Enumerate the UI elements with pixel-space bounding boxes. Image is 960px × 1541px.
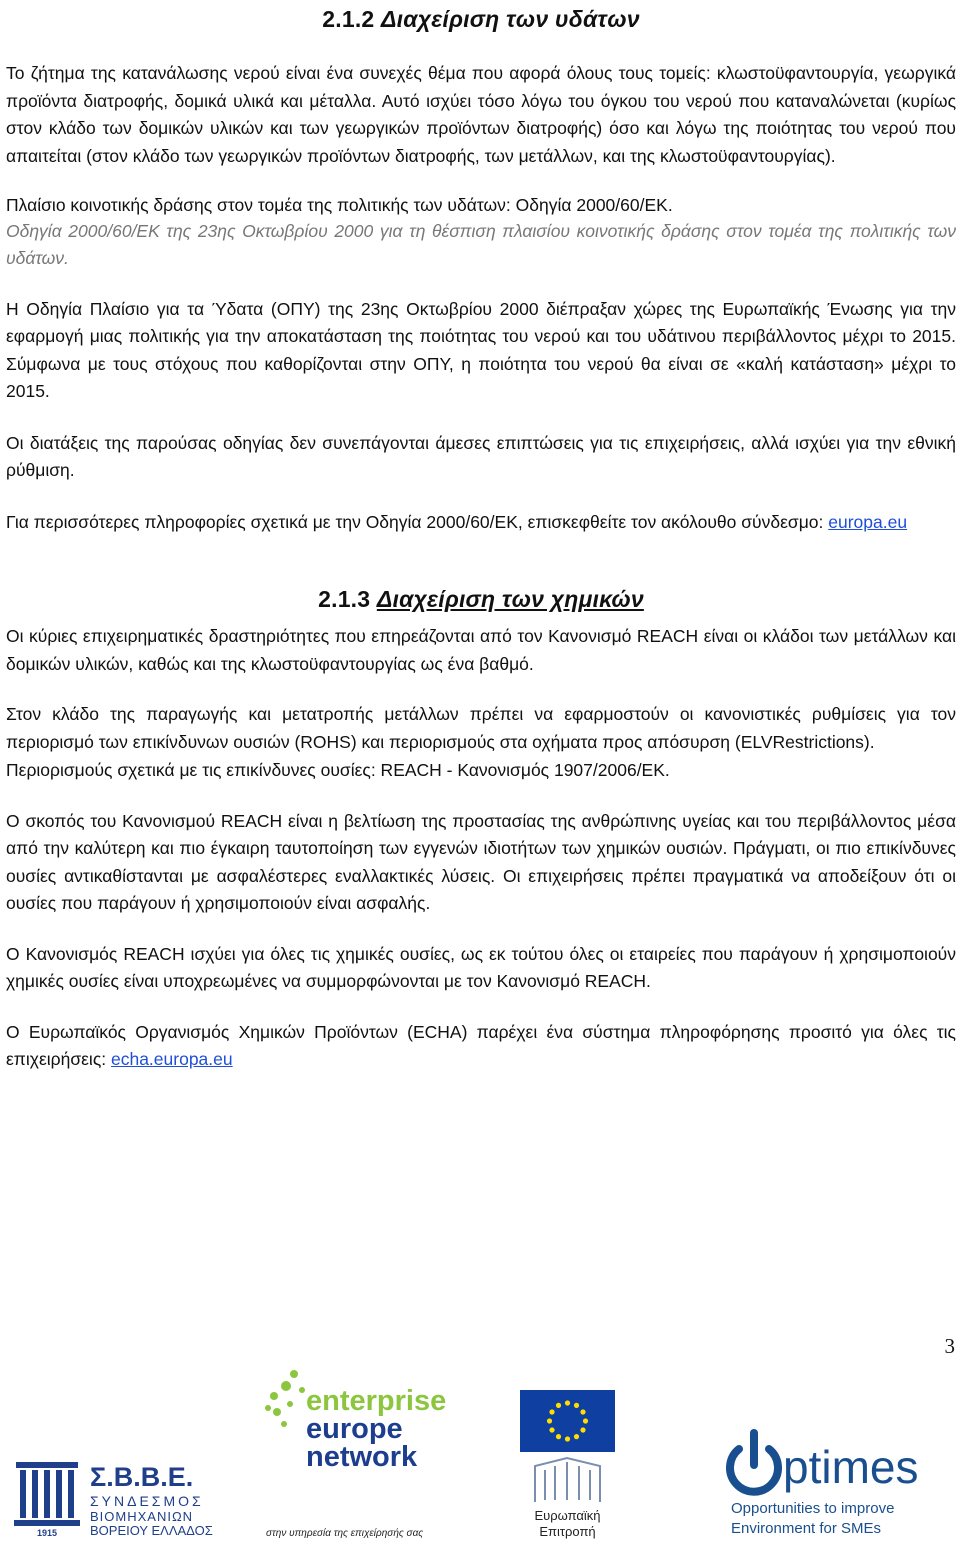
water-paragraph-4-text: Για περισσότερες πληροφορίες σχετικά με την Οδηγία 2000/60/ΕΚ, επισκεφθείτε τον ακόλουθο σύνδεσμο: [6, 511, 829, 532]
page-number: 3 [944, 1334, 955, 1358]
eu-building-icon [535, 1458, 600, 1502]
section-title: Διαχείριση των χημικών [376, 586, 644, 612]
section-heading-chemicals [6, 586, 956, 613]
een-logo [262, 1364, 467, 1539]
optimes-line2: Environment for SMEs [731, 1520, 882, 1537]
europa-link[interactable]: europa.eu [828, 511, 908, 532]
chem-paragraph-2: Στον κλάδο της παραγωγής και μετατροπής μετάλλων πρέπει να εφαρμοστούν οι κανονιστικές ρυθμίσεις για τον περιορισμό των επικίνδυνων ουσιών (ROHS) και περιορισμούς στα οχήματα προς απόσυρση (ELVRestrictions). [6, 704, 956, 752]
chem-paragraph-1: Οι κύριες επιχειρηματικές δραστηριότητες που επηρεάζονται από τον Κανονισμό REACH είναι οι κλάδοι των μετάλλων και δομικών υλικών, καθώς και της κλωστοϋφαντουργίας ως ένα βαθμό. [6, 626, 956, 674]
water-paragraph-2: Η Οδηγία Πλαίσιο για τα Ύδατα (ΟΠΥ) της 23ης Οκτωβρίου 2000 διέπραξαν χώρες της Ευρωπαϊκής Ένωσης για την εφαρμογή μιας πολιτικής για την αποκατάσταση της ποιότητας του νερού και του υδάτινου περιβάλλοντος μέχρι το 2015. Σύμφωνα με τους στόχους που καθορίζονται στην ΟΠΥ, η ποιότητα του νερού θα είναι σε «καλή κατάσταση» μέχρι το 2015. [6, 298, 956, 401]
een-line2: europe [306, 1413, 403, 1445]
eu-commission-logo [515, 1390, 620, 1540]
optimes-logo [725, 1425, 955, 1540]
eu-flag-icon [520, 1390, 615, 1452]
section-title: Διαχείριση των υδάτων [381, 6, 640, 32]
framework-line: Πλαίσιο κοινοτικής δράσης στον τομέα της πολιτικής των υδάτων: Οδηγία 2000/60/ΕΚ. [6, 195, 673, 215]
chem-paragraph-3: Ο σκοπός του Κανονισμού REACH είναι η βελτίωση της προστασίας της ανθρώπινης υγείας και του περιβάλλοντος μέσα από την καλύτερη και πιο έγκαιρη ταυτοποίηση των εγγενών ιδιοτήτων των χημικών ουσιών. Πράγματι, οι πιο επικίνδυνες ουσίες αντικαθίστανται με ασφαλέστερες εναλλακτικές λύσεις. Οι επιχειρήσεις πρέπει πραγματικά να αποδείξουν ότι οι ουσίες που παράγουν ή χρησιμοποιούν είναι ασφαλής. [6, 810, 956, 913]
sbbe-line2: ΒΙΟΜΗΧΑΝΙΩΝ [90, 1509, 194, 1524]
chem-paragraph-4: Ο Κανονισμός REACH ισχύει για όλες τις χημικές ουσίες, ως εκ τούτου όλες οι εταιρείες που παράγουν ή χρησιμοποιούν χημικές ουσίες είναι υποχρεωμένες να συμμορφώνονται με τον Κανονισμό REACH. [6, 943, 956, 991]
sbbe-line3: ΒΟΡΕΙΟΥ ΕΛΛΑΔΟΣ [90, 1523, 213, 1538]
chem-paragraph-5-text: Ο Ευρωπαϊκός Οργανισμός Χημικών Προϊόντων (ECHA) παρέχει ένα σύστημα πληροφόρησης προσιτό για όλες τις επιχειρήσεις: [6, 1021, 956, 1069]
framework-italic-note: Οδηγία 2000/60/ΕΚ της 23ης Οκτωβρίου 2000 για τη θέσπιση πλαισίου κοινοτικής δράσης στον τομέα της πολιτικής των υδάτων. [6, 220, 956, 268]
sbbe-line1: ΣΥΝΔΕΣΜΟΣ [90, 1493, 204, 1509]
een-line1: enterprise [306, 1385, 447, 1417]
echa-link[interactable]: echa.europa.eu [110, 1049, 233, 1069]
document-page [6, 0, 956, 1074]
optimes-power-icon [730, 1433, 778, 1492]
een-line3: network [306, 1441, 418, 1473]
sbbe-year: 1915 [36, 1528, 58, 1538]
optimes-line1: Opportunities to improve [731, 1500, 895, 1517]
optimes-name: ptimes [783, 1441, 919, 1493]
section-number: 2.1.3 [318, 586, 371, 612]
section-heading-water [6, 6, 956, 33]
chem-paragraph-2b: Περιορισμούς σχετικά με τις επικίνδυνες ουσίες: REACH - Κανονισμός 1907/2006/ΕΚ. [6, 760, 670, 780]
section-number: 2.1.2 [322, 6, 375, 32]
een-star-icon [265, 1370, 305, 1427]
eu-line1: Ευρωπαϊκή [534, 1508, 601, 1523]
water-paragraph-3: Οι διατάξεις της παρούσας οδηγίας δεν συνεπάγονται άμεσες επιπτώσεις για τις επιχειρήσεις, αλλά ισχύει για την εθνική ρύθμιση. [6, 432, 956, 480]
een-tagline: στην υπηρεσία της επιχείρησής σας [266, 1528, 424, 1539]
sbbe-acronym: Σ.Β.Β.Ε. [90, 1462, 194, 1492]
footer-logos [0, 1350, 960, 1541]
columns-icon [14, 1462, 80, 1526]
water-paragraph-1: Το ζήτημα της κατανάλωσης νερού είναι ένα συνεχές θέμα που αφορά όλους τους τομείς: κλωστοϋφαντουργία, γεωργικά προϊόντα διατροφής, δομικά υλικά και μέταλλα. Αυτό ισχύει τόσο λόγω του όγκου του νερού που καταναλώνεται (κυρίως στον κλάδο των δομικών υλικών και των γεωργικών προϊόντων διατροφής) όσο και λόγω της ποιότητας του νερού που απαιτείται (στον κλάδο των γεωργικών προϊόντων διατροφής, των μετάλλων, και της κλωστοϋφαντουργίας). [6, 63, 956, 166]
water-paragraph-4 [6, 509, 956, 537]
eu-line2: Επιτροπή [539, 1524, 596, 1539]
sbbe-logo [12, 1460, 237, 1538]
chem-paragraph-5 [6, 1019, 956, 1074]
